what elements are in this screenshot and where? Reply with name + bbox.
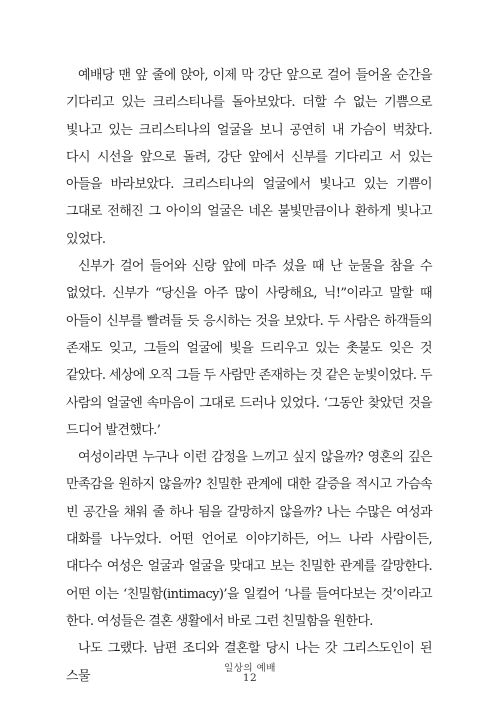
paragraph: 여성이라면 누구나 이런 감정을 느끼고 싶지 않을까? 영혼의 깊은 만족감을 원하지 않을까? 친밀한 관계에 대한 갈증을 적시고 가슴속 빈 공간을 채워 줄 하나 됨을 갈망하지 않을까? 나는 수많은 여성과 대화를 나누었다. 어떤 언어로 이야기하든, 어느 나라 사람이든, 대다수 여성은 얼굴과 얼굴을 맞대고 보는 친밀한 관계를 갈망한다. 어떤 이는 ‘친밀함(intimacy)’을 일컬어 ‘나를 들여다보는 것’이라고 한다. 여성들은 결혼 생활에서 바로 그런 친밀함을 원한다. [66,450,432,629]
paragraph: 나도 그랬다. 남편 조디와 결혼할 당시 나는 갓 그리스도인이 된 스물 [66,641,432,684]
running-footer-title: 일상의 예배 [224,663,276,674]
page-number: 12 [242,672,258,684]
paragraph: 신부가 걸어 들어와 신랑 앞에 마주 섰을 때 난 눈물을 참을 수 없었다. 신부가 “당신을 아주 많이 사랑해요, 닉!”이라고 말할 때 아들이 신부를 빨려들 듯 응시하는 것을 보았다. 두 사람은 하객들의 존재도 잊고, 그들의 얼굴에 빛을 드리우고 있는 촛불도 잊은 것 같았다. 세상에 오직 그들 두 사람만 존재하는 것 같은 눈빛이었다. 두 사람의 얼굴엔 속마음이 그대로 드러나 있었다. ‘그동안 찾았던 것을 드디어 발견했다.’ [66,259,432,438]
body-text [66,62,432,690]
paragraph: 예배당 맨 앞 줄에 앉아, 이제 막 강단 앞으로 걸어 들어올 순간을 기다리고 있는 크리스티나를 돌아보았다. 더할 수 없는 기쁨으로 빛나고 있는 크리스티나의 얼굴을 보니 공연히 내 가슴이 벅찼다. 다시 시선을 앞으로 돌려, 강단 앞에서 신부를 기다리고 서 있는 아들을 바라보았다. 크리스티나의 얼굴에서 빛나고 있는 기쁨이 그대로 전해진 그 아이의 얼굴은 네온 불빛만큼이나 환하게 빛나고 있었다. [66,68,432,247]
